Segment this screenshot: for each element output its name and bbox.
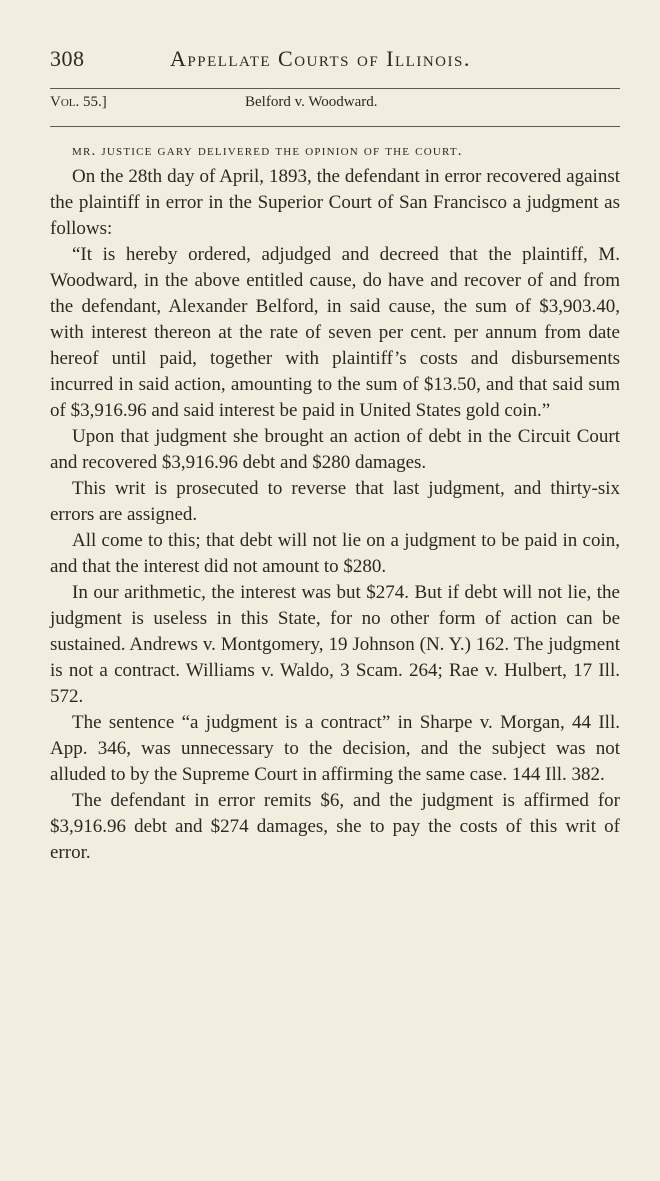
page-number: 308 <box>50 46 85 71</box>
bottom-rule <box>50 126 620 127</box>
judgment-quotation: “It is hereby ordered, adjudged and decreed that the plaintiff, M. Woodward, in the above entitled cause, do have and recover of and from the defendant, Alexander Belford, in said cause, the sum of $3,903.40, with interest thereon at the rate of seven per cent. per annum from date hereof until paid, together with plaintiff’s costs and disbursements incurred in said action, amounting to the sum of $13.50, and that said sum of $3,916.96 and said interest be paid in United States gold coin.” <box>50 244 620 421</box>
opinion-paragraph-6: In our arithmetic, the interest was but $274. But if debt will not lie, the judgment is useless in this State, for no other form of action can be sustained. Andrews v. Montgomery, 19 Johnson (N. Y.) 162. The judgment is not a contract. Williams v. Waldo, 3 Scam. 264; Rae v. Hulbert, 17 Ill. 572. <box>50 582 620 707</box>
case-title: Belford v. Woodward. <box>245 94 378 110</box>
volume-label: Vol. 55.] <box>50 94 107 110</box>
opinion-paragraph-1: On the 28th day of April, 1893, the defendant in error recovered against the plaintiff in error in the Superior Court of San Francisco a judgment as follows: <box>50 166 620 239</box>
opinion-paragraph-7: The sentence “a judgment is a contract” in Sharpe v. Morgan, 44 Ill. App. 346, was unnecessary to the decision, and the subject was not alluded to by the Supreme Court in affirming the same case. 144 Ill. 382. <box>50 712 620 785</box>
opinion-paragraph-8: The defendant in error remits $6, and the judgment is affirmed for $3,916.96 debt and $274 damages, she to pay the costs of this writ of error. <box>50 790 620 863</box>
opinion-paragraph-4: This writ is prosecuted to reverse that last judgment, and thirty-six errors are assigned. <box>50 478 620 525</box>
case-subhead <box>50 94 620 116</box>
opinion-paragraph-5: All come to this; that debt will not lie on a judgment to be paid in coin, and that the interest did not amount to $280. <box>50 530 620 577</box>
journal-title: Appellate Courts of Illinois. <box>170 46 471 71</box>
running-head <box>50 46 620 78</box>
top-rule <box>50 88 620 89</box>
opinion-paragraph-3: Upon that judgment she brought an action of debt in the Circuit Court and recovered $3,916.96 debt and $280 damages. <box>50 426 620 473</box>
opinion-heading: mr. justice gary delivered the opinion of the court. <box>72 143 463 159</box>
opinion-text <box>50 138 620 866</box>
